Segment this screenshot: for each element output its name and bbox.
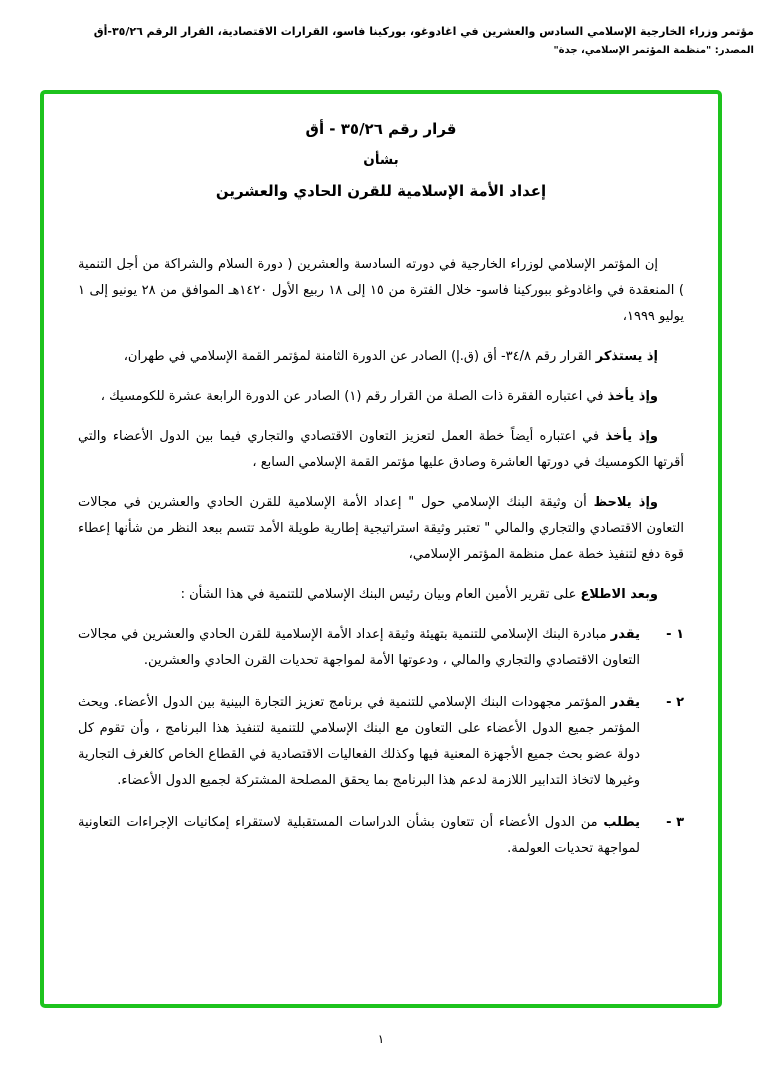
list-item-lead: يطلب <box>603 815 640 830</box>
paragraph-text: إن المؤتمر الإسلامي لوزراء الخارجية في دورته السادسة والعشرين ( دورة السلام والشراكة من أجل التنمية ) المنعقدة في واغادوغو ببوركينا فاسو- خلال الفترة من ١٥ إلى ١٨ ربيع الأول ١٤٢٠هـ الموافق من ٢٨ يونيو إلى ١ يوليو ١٩٩٩، <box>78 257 684 324</box>
list-item-body: من الدول الأعضاء أن تتعاون بشأن الدراسات المستقبلية لاستقراء إمكانيات الإجراءات التعاونية لمواجهة تحديات العولمة. <box>78 815 640 856</box>
paragraph-text: في اعتباره الفقرة ذات الصلة من القرار رقم (١) الصادر عن الدورة الرابعة عشرة للكومسيك ، <box>100 389 608 404</box>
list-item <box>78 810 684 862</box>
header-source-line: المصدر: "منظمة المؤتمر الإسلامي، جدة" <box>553 45 754 56</box>
paragraph-text: القرار رقم ٣٤/٨- أق (ق.إ) الصادر عن الدورة الثامنة لمؤتمر القمة الإسلامي في طهران، <box>123 349 596 364</box>
subject-label: بشأن <box>363 152 399 168</box>
list-item-body: المؤتمر مجهودات البنك الإسلامي للتنمية في برنامج تعزيز التجارة البينية بين الدول الأعضاء. ويحث المؤتمر جميع الدول الأعضاء على التعاون مع البنك الإسلامي للتنمية لتنفيذ هذا البرنامج ، وأن تقوم كل دولة عضو بحث جميع الأجهزة المعنية فيها وكذلك الفعاليات الاقتصادية في القطاع الخاص كالغرف التجارية وغيرها لاتخاذ التدابير اللازمة لدعم هذا البرنامج بما يحقق المصلحة المشتركة لجميع الدول الأعضاء. <box>78 695 640 788</box>
page-header <box>8 24 754 56</box>
paragraph-lead: وإذ يأخذ <box>607 389 658 404</box>
resolution-subject-title: إعداد الأمة الإسلامية للقرن الحادي والعشرين <box>215 182 547 200</box>
title-block <box>78 120 684 200</box>
document-content <box>44 94 718 862</box>
paragraph-lead: إذ يستذكر <box>595 349 658 364</box>
paragraph-preamble <box>78 252 684 330</box>
list-item-number: ٣ - <box>666 815 684 830</box>
paragraph-text: في اعتباره أيضاً خطة العمل لتعزيز التعاون الاقتصادي والتجاري فيما بين الدول الأعضاء والتي أقرتها الكومسيك في دورتها العاشرة وصادق عليها مؤتمر القمة الإسلامي السابع ، <box>78 429 684 470</box>
list-item-number: ١ - <box>666 627 684 642</box>
list-item <box>78 690 684 794</box>
list-item-text <box>78 622 640 674</box>
paragraph-text: أن وثيقة البنك الإسلامي حول " إعداد الأمة الإسلامية للقرن الحادي والعشرين في مجالات التعاون الاقتصادي والتجاري والمالي " تعتبر وثيقة استراتيجية إطارية طويلة الأمد تتسم ببعد النظر من شأنها إعطاء قوة دفع لتنفيذ خطة عمل منظمة المؤتمر الإسلامي، <box>78 495 684 562</box>
list-item-lead: يقدر <box>610 695 640 710</box>
list-item-text <box>78 810 640 862</box>
paragraph-taking-into-account-2 <box>78 424 684 476</box>
paragraph-taking-into-account-1 <box>78 384 684 410</box>
paragraph-lead: وإذ يأخذ <box>605 429 659 444</box>
document-frame <box>40 90 722 1008</box>
resolution-body <box>78 252 684 862</box>
list-item-lead: يقدر <box>610 627 640 642</box>
paragraph-noting <box>78 490 684 568</box>
page-number: ١ <box>377 1032 385 1046</box>
paragraph-lead: وإذ يلاحظ <box>593 495 658 510</box>
paragraph-recalling <box>78 344 684 370</box>
header-conference-line: مؤتمر وزراء الخارجية الإسلامي السادس والعشرين في اغادوغو، بوركينا فاسو، القرارات الاقتصادية، القرار الرقم ٣٥/٢٦-أق <box>93 25 754 38</box>
list-item-body: مبادرة البنك الإسلامي للتنمية بتهيئة وثيقة إعداد الأمة الإسلامية للقرن الحادي والعشرين في مجالات التعاون الاقتصادي والتجاري والمالي ، ودعوتها الأمة لمواجهة تحديات القرن الحادي والعشرين. <box>78 627 640 668</box>
operative-list <box>78 622 684 862</box>
list-item-number: ٢ - <box>666 695 684 710</box>
list-item-text <box>78 690 640 794</box>
list-item <box>78 622 684 674</box>
paragraph-text: على تقرير الأمين العام وبيان رئيس البنك الإسلامي للتنمية في هذا الشأن : <box>180 587 581 602</box>
resolution-number-title: قرار رقم ٣٥/٢٦ - أق <box>305 120 457 138</box>
paragraph-having-reviewed <box>78 582 684 608</box>
paragraph-lead: وبعد الاطلاع <box>580 587 658 602</box>
